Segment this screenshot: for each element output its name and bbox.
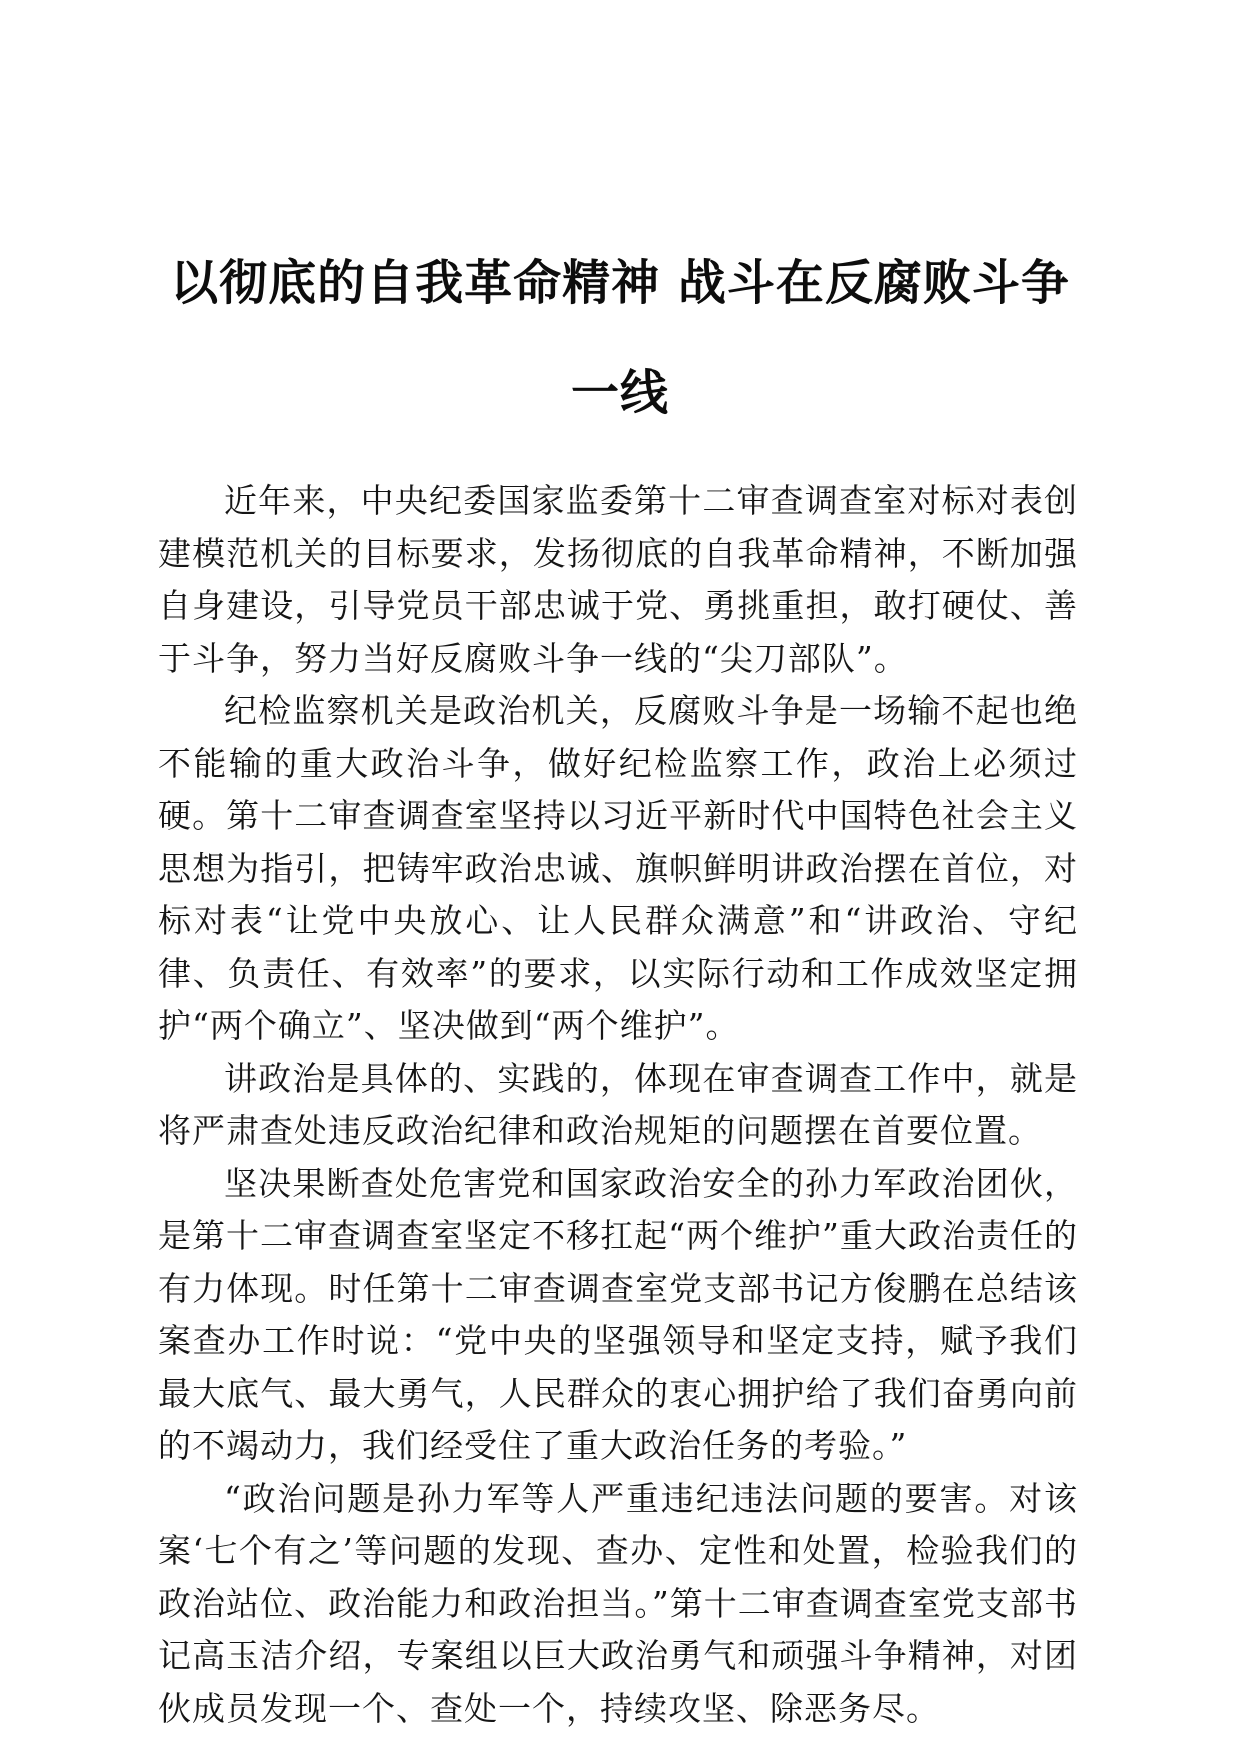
document-body [158,475,1078,1735]
paragraph: 近年来，中央纪委国家监委第十二审查调查室对标对表创建模范机关的目标要求，发扬彻底的自我革命精神，不断加强自身建设，引导党员干部忠诚于党、勇挑重担，敢打硬仗、善于斗争，努力当好反腐败斗争一线的“尖刀部队”。 [158,481,1078,678]
paragraph: 纪检监察机关是政治机关，反腐败斗争是一场输不起也绝不能输的重大政治斗争，做好纪检监察工作，政治上必须过硬。第十二审查调查室坚持以习近平新时代中国特色社会主义思想为指引，把铸牢政治忠诚、旗帜鲜明讲政治摆在首位，对标对表“让党中央放心、让人民群众满意”和“讲政治、守纪律、负责任、有效率”的要求，以实际行动和工作成效坚定拥护“两个确立”、坚决做到“两个维护”。 [158,691,1078,1045]
document-title: 以彻底的自我革命精神 战斗在反腐败斗争一线 [170,255,1070,421]
paragraph: 坚决果断查处危害党和国家政治安全的孙力军政治团伙，是第十二审查调查室坚定不移扛起“两个维护”重大政治责任的有力体现。时任第十二审查调查室党支部书记方俊鹏在总结该案查办工作时说：“党中央的坚强领导和坚定支持，赋予我们最大底气、最大勇气，人民群众的衷心拥护给了我们奋勇向前的不竭动力，我们经受住了重大政治任务的考验。” [158,1163,1078,1465]
paragraph: 讲政治是具体的、实践的，体现在审查调查工作中，就是将严肃查处违反政治纪律和政治规矩的问题摆在首要位置。 [158,1058,1078,1150]
paragraph: “政治问题是孙力军等人严重违纪违法问题的要害。对该案‘七个有之’等问题的发现、查办、定性和处置，检验我们的政治站位、政治能力和政治担当。”第十二审查调查室党支部书记高玉洁介绍，专案组以巨大政治勇气和顽强斗争精神，对团伙成员发现一个、查处一个，持续攻坚、除恶务尽。 [158,1478,1078,1728]
